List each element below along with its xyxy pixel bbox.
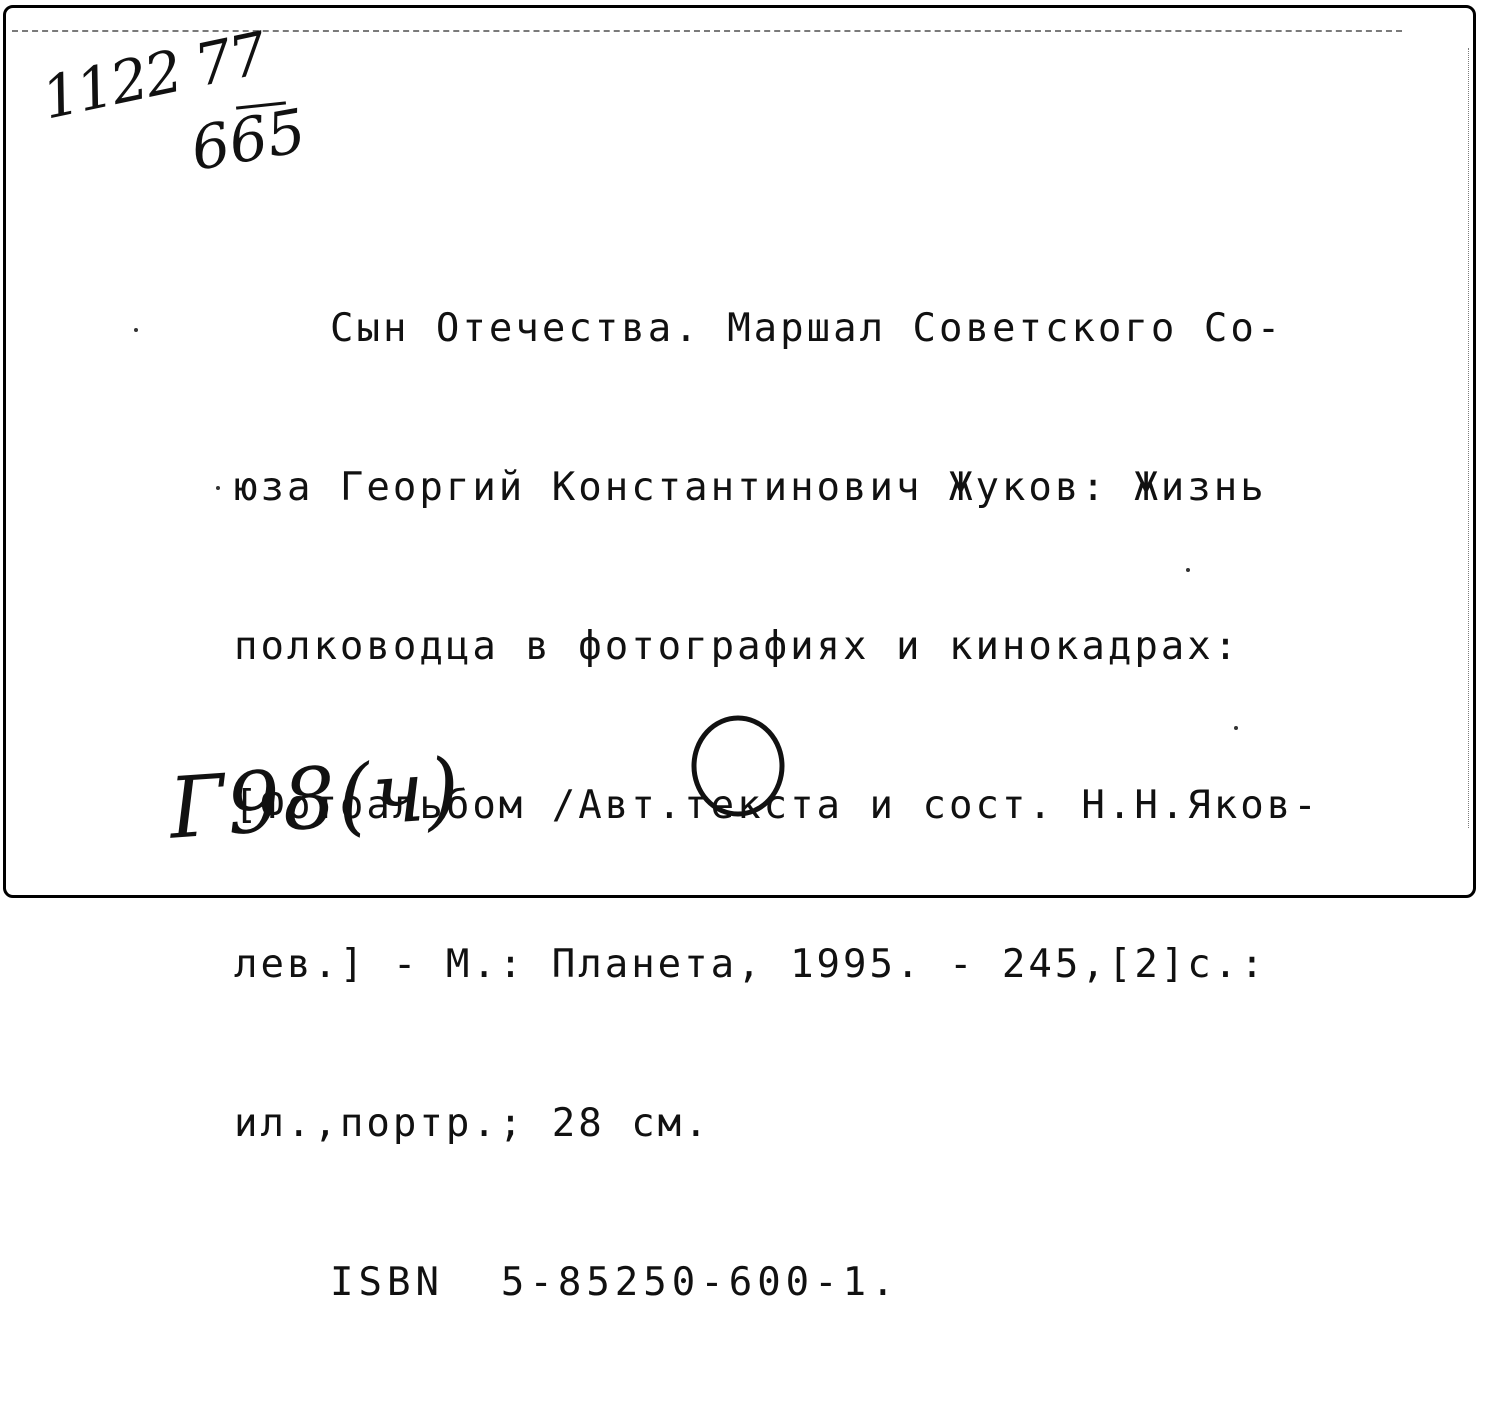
entry-line: ил.,портр.; 28 см. (234, 1101, 711, 1146)
entry-line: юза Георгий Константинович Жуков: Жизнь (234, 465, 1267, 510)
entry-line: Сын Отечества. Маршал Советского Со- (330, 306, 1284, 351)
speck (134, 328, 138, 332)
entry-line: полководца в фотографиях и кинокадрах: (234, 624, 1241, 669)
isbn-line: ISBN 5-85250-600-1. (330, 1260, 900, 1305)
entry-line: лев.] - М.: Планета, 1995. - 245,[2]с.: (234, 942, 1267, 987)
right-edge-rule (1468, 48, 1469, 828)
punch-hole-icon (676, 708, 806, 828)
handwritten-classification: Г98(ч) (166, 739, 465, 858)
catalog-card (3, 5, 1476, 1305)
handwritten-shelfmark-sub: 665 (186, 96, 311, 185)
handwritten-shelfmark: 1122 77 (36, 19, 272, 133)
speck (1234, 726, 1238, 730)
entry-line: [Фотоальбом /Авт.текста и сост. Н.Н.Яков- (234, 783, 1320, 828)
speck (216, 486, 220, 490)
speck (1186, 568, 1190, 572)
